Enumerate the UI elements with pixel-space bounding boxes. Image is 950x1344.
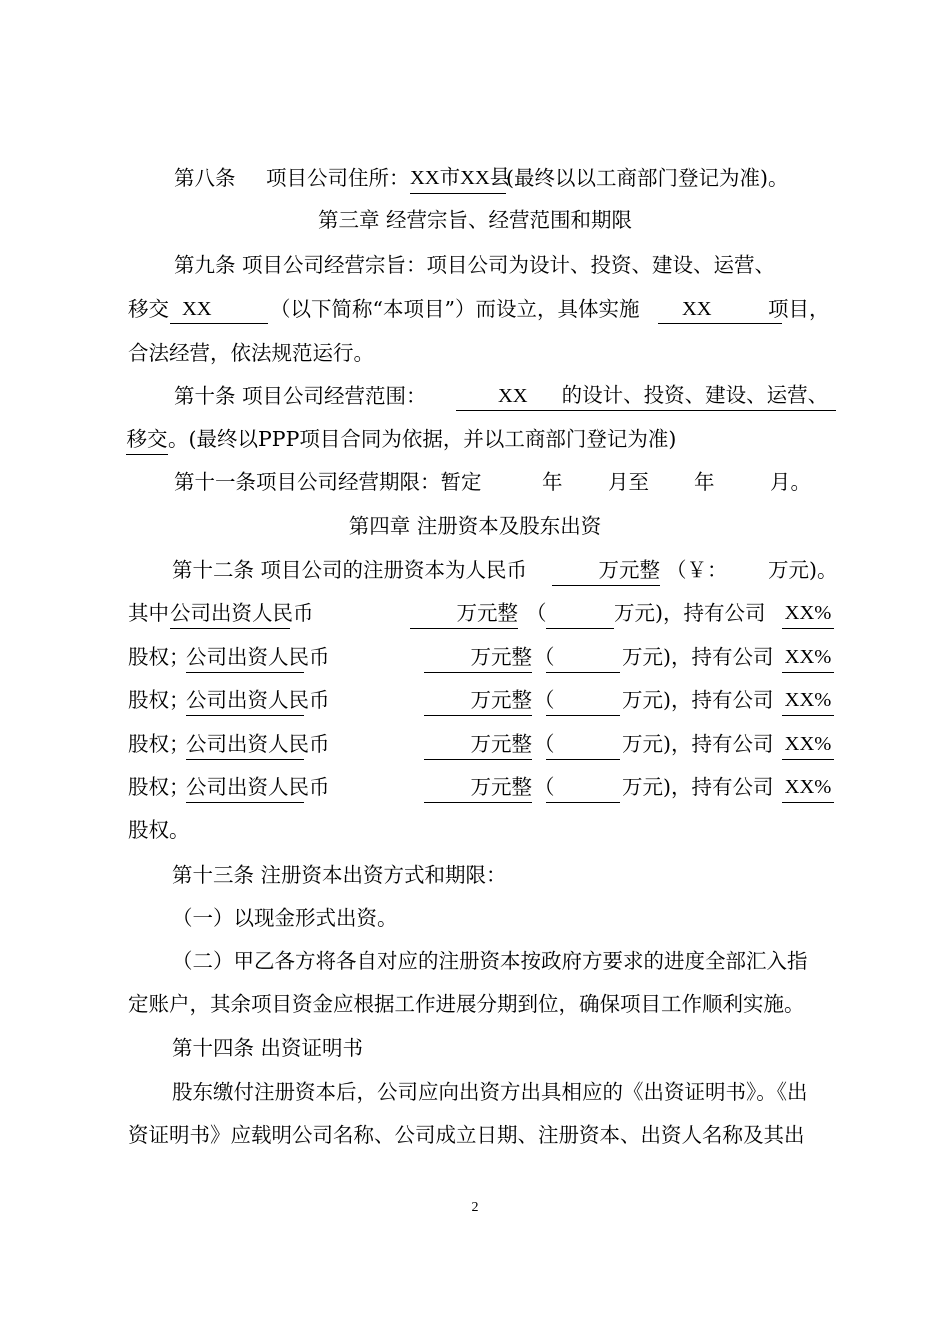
shareholder-amount-blank: 万元整 [410, 598, 518, 629]
shareholder-amount-blank: 万元整 [424, 685, 532, 716]
shareholder-row: 股权； 公司出资人民币 万元整 （ 万元)，持有公司 XX% [0, 685, 950, 715]
article-14-line-1: 股东缴付注册资本后，公司应向出资方出具相应的《出资证明书》。《出 [172, 1080, 808, 1104]
share-percent: XX% [782, 598, 834, 629]
shareholder-amount-blank: 万元整 [424, 772, 532, 803]
company-address: XX市XX县 [410, 163, 506, 194]
shareholder-row: 股权； 公司出资人民币 万元整 （ 万元)，持有公司 XX% [0, 772, 950, 802]
page-number: 2 [471, 1200, 479, 1215]
article-9-line-3: 合法经营，依法规范运行。 [128, 341, 374, 365]
share-percent: XX% [782, 685, 834, 716]
shareholder-name-blank: 公司出资人民币 [186, 729, 304, 760]
article-8-line [0, 163, 950, 193]
article-14-label: 第十四条 出资证明书 [172, 1036, 364, 1060]
article-9-line-1: 第九条 项目公司经营宗旨：项目公司为设计、投资、建设、运营、 [174, 253, 776, 277]
article-13-item-2-line-1: （二）甲乙各方将各自对应的注册资本按政府方要求的进度全部汇入指 [172, 949, 808, 973]
shareholder-name-blank: 公司出资人民币 [186, 642, 304, 673]
shareholder-row: 其中 公司出资人民币 万元整 （ 万元)，持有公司 XX% [0, 598, 950, 628]
shareholder-amount-number-blank [546, 598, 614, 629]
article-12-line-1: 第十二条 项目公司的注册资本为人民币 万元整 （￥： 万元)。 [0, 555, 950, 585]
shareholder-amount-blank: 万元整 [424, 642, 532, 673]
business-scope-blank: XX 的设计、投资、建设、运营、 [456, 381, 836, 411]
article-12-end: 股权。 [128, 818, 190, 842]
article-10-line-1: 第十条 项目公司经营范围： XX 的设计、投资、建设、运营、 [0, 381, 950, 411]
article-10-line-2: 移交 。(最终以PPP项目合同为依据，并以工商部门登记为准) [0, 424, 950, 454]
shareholder-name-blank: 公司出资人民币 [186, 772, 304, 803]
shareholder-amount-blank: 万元整 [424, 729, 532, 760]
article-11-line: 第十一条项目公司经营期限：暂定 年 月至 年 月。 [174, 470, 811, 494]
project-name-blank: XX [170, 294, 268, 324]
article-8-text: 项目公司住所： [266, 166, 410, 190]
shareholder-row: 股权； 公司出资人民币 万元整 （ 万元)，持有公司 XX% [0, 642, 950, 672]
article-13-item-2-line-2: 定账户，其余项目资金应根据工作进展分期到位，确保项目工作顺利实施。 [128, 992, 805, 1016]
share-percent: XX% [782, 729, 834, 760]
article-8-note: (最终以以工商部门登记为准)。 [506, 166, 789, 190]
chapter-3-heading: 第三章 经营宗旨、经营范围和期限 [317, 208, 632, 232]
project-implement-blank: XX [658, 294, 782, 324]
registered-capital-blank: 万元整 [552, 555, 660, 586]
share-percent: XX% [782, 642, 834, 673]
share-percent: XX% [782, 772, 834, 803]
article-14-line-2: 资证明书》应载明公司名称、公司成立日期、注册资本、出资人名称及其出 [128, 1123, 805, 1147]
shareholder-amount-number-blank [546, 642, 620, 673]
article-13-label: 第十三条 注册资本出资方式和期限： [172, 863, 507, 887]
shareholder-row: 股权； 公司出资人民币 万元整 （ 万元)，持有公司 XX% [0, 729, 950, 759]
article-8-label: 第八条 [174, 166, 236, 190]
shareholder-name-blank: 公司出资人民币 [170, 598, 290, 629]
article-9-line-2: 移交 XX （以下简称“本项目”）而设立，具体实施 XX 项目， [0, 294, 950, 324]
shareholder-amount-number-blank [546, 772, 620, 803]
shareholder-amount-number-blank [546, 729, 620, 760]
transfer-underlined: 移交 [126, 424, 168, 455]
article-13-item-1: （一）以现金形式出资。 [172, 906, 398, 930]
shareholder-name-blank: 公司出资人民币 [186, 685, 304, 716]
shareholder-amount-number-blank [546, 685, 620, 716]
chapter-4-heading: 第四章 注册资本及股东出资 [348, 514, 602, 538]
